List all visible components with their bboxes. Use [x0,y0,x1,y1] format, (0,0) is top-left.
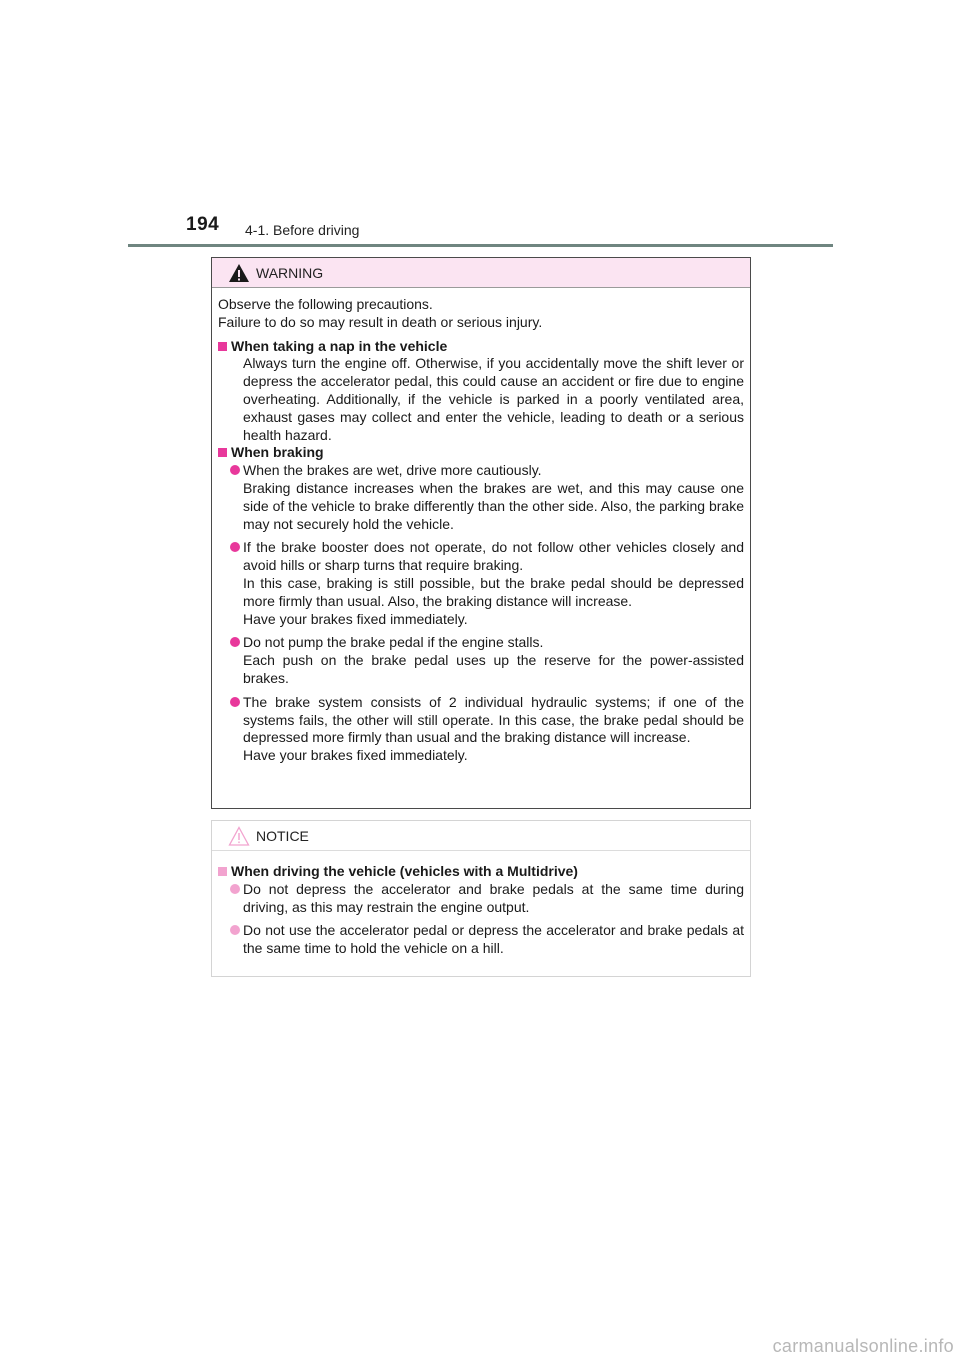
round-bullet-icon [230,884,240,894]
section-heading-multidrive: When driving the vehicle (vehicles with a Multidrive) [218,863,744,881]
notice-label: NOTICE [256,828,309,844]
square-bullet-icon [218,867,227,876]
section-heading-nap: When taking a nap in the vehicle [218,338,744,356]
intro-line: Observe the following precautions. [218,296,433,312]
warning-box [211,257,751,809]
list-item: When the brakes are wet, drive more cautiously. Braking distance increases when the brakes are wet, and this may cause one side of the vehicle to brake differently than the other side. Also, the parking brake may not securely hold the vehicle. [218,462,744,533]
list-item: Do not depress the accelerator and brake pedals at the same time during driving, as this may restrain the engine output. [218,881,744,917]
warning-body [212,288,750,765]
round-bullet-icon [230,697,240,707]
square-bullet-icon [218,448,227,457]
warning-header [212,258,750,288]
warning-triangle-icon [228,263,250,283]
list-item: If the brake booster does not operate, do not follow other vehicles closely and avoid hills or sharp turns that require braking. In this case, braking is still possible, but the brake pedal should be depressed more firmly than usual. Also, the braking distance will increase. Have your brakes fixed immediately. [218,539,744,628]
round-bullet-icon [230,925,240,935]
round-bullet-icon [230,637,240,647]
notice-header [212,821,750,851]
notice-body [212,851,750,958]
intro-line: Failure to do so may result in death or serious injury. [218,313,543,330]
section-heading-braking: When braking [218,444,744,462]
caution-triangle-icon [228,826,250,846]
square-bullet-icon [218,342,227,351]
page-header [0,0,960,250]
round-bullet-icon [230,465,240,475]
round-bullet-icon [230,542,240,552]
warning-label: WARNING [256,265,324,281]
list-item: Do not use the accelerator pedal or depress the accelerator and brake pedals at the same time to hold the vehicle on a hill. [218,922,744,958]
watermark: carmanualsonline.info [620,1332,960,1358]
list-item: Do not pump the brake pedal if the engine stalls. Each push on the brake pedal uses up the reserve for the power-assisted brakes. [218,634,744,687]
nap-paragraph: Always turn the engine off. Otherwise, if you accidentally move the shift lever or depress the accelerator pedal, this could cause an accident or fire due to engine overheating. Additionally, if the vehicle is parked in a poorly ventilated area, exhaust gases may collect and enter the vehicle, leading to death or a serious health hazard. [243,355,744,443]
header-divider [128,244,833,247]
notice-box [211,820,751,977]
page-number: 194 [186,214,220,235]
section-title: 4-1. Before driving [245,222,360,238]
list-item: The brake system consists of 2 individual hydraulic systems; if one of the systems fails, the other will still operate. In this case, the brake pedal should be depressed more firmly than usual and the braking distance will increase. Have your brakes fixed immediately. [218,694,744,765]
warning-intro [218,296,744,332]
